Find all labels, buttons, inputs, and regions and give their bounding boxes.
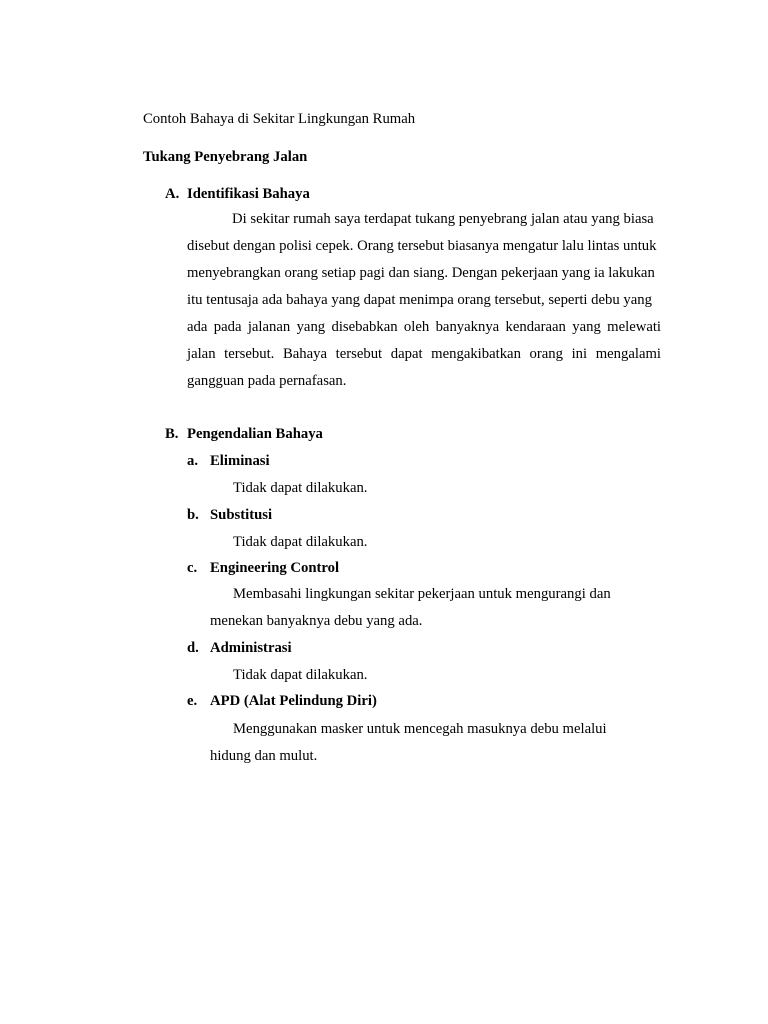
- control-item-text: Tidak dapat dilakukan.: [233, 534, 368, 550]
- control-item-title: Administrasi: [210, 640, 292, 656]
- control-item-title: Substitusi: [210, 507, 273, 523]
- control-item-text: Membasahi lingkungan sekitar pekerjaan untuk mengurangi dan: [233, 586, 611, 602]
- control-item-marker: e.: [187, 693, 198, 709]
- section-a-paragraph-line: itu tentusaja ada bahaya yang dapat menimpa orang tersebut, seperti debu yang: [187, 292, 652, 308]
- document-heading: Contoh Bahaya di Sekitar Lingkungan Rumah: [143, 111, 416, 127]
- control-item-marker: b.: [187, 507, 199, 523]
- control-item-marker: d.: [187, 640, 199, 656]
- section-b-marker: B.: [165, 426, 179, 442]
- section-a-paragraph-line: gangguan pada pernafasan.: [187, 373, 347, 389]
- control-item-text: hidung dan mulut.: [210, 748, 318, 764]
- control-item-title: APD (Alat Pelindung Diri): [210, 693, 377, 709]
- control-item-text: menekan banyaknya debu yang ada.: [210, 613, 423, 629]
- section-a-paragraph-line: Di sekitar rumah saya terdapat tukang penyebrang jalan atau yang biasa: [232, 211, 654, 227]
- control-item-text: Menggunakan masker untuk mencegah masuknya debu melalui: [233, 721, 607, 737]
- section-a-paragraph-line: menyebrangkan orang setiap pagi dan siang. Dengan pekerjaan yang ia lakukan: [187, 265, 655, 281]
- control-item-title: Engineering Control: [210, 560, 340, 576]
- section-a-paragraph-line: ada pada jalanan yang disebabkan oleh banyaknya kendaraan yang melewati: [187, 319, 661, 335]
- control-item-title: Eliminasi: [210, 453, 270, 469]
- section-b-title: Pengendalian Bahaya: [187, 426, 323, 442]
- control-item-text: Tidak dapat dilakukan.: [233, 480, 368, 496]
- section-a-paragraph-line: jalan tersebut. Bahaya tersebut dapat mengakibatkan orang ini mengalami: [187, 346, 661, 362]
- section-a-marker: A.: [165, 186, 180, 202]
- subject-title: Tukang Penyebrang Jalan: [143, 149, 308, 165]
- control-item-text: Tidak dapat dilakukan.: [233, 667, 368, 683]
- section-a-paragraph-line: disebut dengan polisi cepek. Orang tersebut biasanya mengatur lalu lintas untuk: [187, 238, 657, 254]
- control-item-marker: c.: [187, 560, 198, 576]
- section-a-title: Identifikasi Bahaya: [187, 186, 310, 202]
- control-item-marker: a.: [187, 453, 199, 469]
